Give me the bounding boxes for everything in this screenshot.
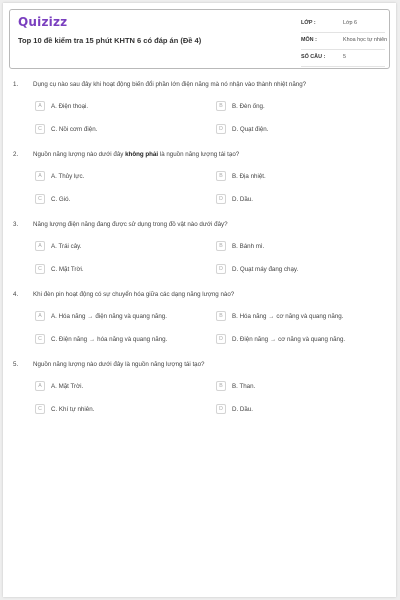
question-text: Khi đèn pin hoạt động có sự chuyển hóa giữa các dạng năng lượng nào? <box>33 291 235 298</box>
question-text-emphasis: không phải <box>125 151 159 158</box>
option-text: A. Thủy lực. <box>51 172 85 180</box>
option-letter-box: D <box>216 124 226 134</box>
option-letter-box: D <box>216 404 226 414</box>
option-text: C. Nồi cơm điện. <box>51 125 98 133</box>
option-letter-box: D <box>216 194 226 204</box>
question-text: Dụng cụ nào sau đây khi hoạt động biến đổi phần lớn điện năng mà nó nhận vào thành nhiệt năng? <box>33 81 307 88</box>
option-letter-box: C <box>35 404 45 414</box>
arrow-right-icon: → <box>87 313 94 320</box>
option-text: C. Khí tự nhiên. <box>51 405 95 413</box>
question-text <box>33 151 239 158</box>
worksheet-page <box>3 3 396 597</box>
meta-row-count <box>301 52 385 67</box>
option-text: C. Mặt Trời. <box>51 265 84 273</box>
option-letter-box: C <box>35 194 45 204</box>
question-1 <box>3 75 396 145</box>
option-from: A. Hóa năng <box>51 312 86 320</box>
option-text: D. Quạt máy đang chạy. <box>232 265 299 273</box>
meta-key: MÔN : <box>301 37 317 43</box>
option-to: hóa năng và quang năng. <box>97 335 168 343</box>
option-to: cơ năng và quang năng. <box>276 312 344 320</box>
option-letter-box: A <box>35 241 45 251</box>
arrow-right-icon: → <box>270 336 277 343</box>
question-number: 1. <box>13 81 19 88</box>
option-from: B. Hóa năng <box>232 312 267 320</box>
worksheet-meta <box>301 18 388 69</box>
meta-row-subject <box>301 35 388 50</box>
option-from: D. Điện năng <box>232 335 269 343</box>
option-to: cơ năng và quang năng. <box>278 335 346 343</box>
question-number: 5. <box>13 361 19 368</box>
option-text: A. Điện thoại. <box>51 102 89 110</box>
option-text: D. Dầu. <box>232 405 253 413</box>
option-letter-box: B <box>216 311 226 321</box>
option-text <box>232 336 345 343</box>
question-text: Nguồn năng lượng nào dưới đây là nguồn năng lượng tái tạo? <box>33 361 205 368</box>
option-text: B. Đèn ống. <box>232 102 265 110</box>
option-text: D. Quạt điện. <box>232 125 269 133</box>
option-letter-box: C <box>35 124 45 134</box>
option-letter-box: B <box>216 381 226 391</box>
option-letter-box: D <box>216 334 226 344</box>
question-text: Năng lượng điện năng đang được sử dụng trong đồ vật nào dưới đây? <box>33 221 228 228</box>
option-text: B. Địa nhiệt. <box>232 172 266 180</box>
option-letter-box: C <box>35 334 45 344</box>
worksheet-header <box>9 9 390 69</box>
option-text: C. Gió. <box>51 195 71 203</box>
option-letter-box: D <box>216 264 226 274</box>
option-text <box>232 313 343 320</box>
question-text-part: Nguồn năng lượng nào dưới đây <box>33 151 126 158</box>
meta-row-class <box>301 18 385 33</box>
question-4 <box>3 285 396 355</box>
question-number: 2. <box>13 151 19 158</box>
option-letter-box: A <box>35 171 45 181</box>
meta-value: Khoa học tự nhiên <box>343 37 388 43</box>
option-text: A. Mặt Trời. <box>51 382 84 390</box>
option-text: B. Bánh mì. <box>232 242 265 250</box>
meta-key: SỐ CÂU : <box>301 54 326 60</box>
option-to: điện năng và quang năng. <box>95 312 167 320</box>
meta-value: Lớp 6 <box>343 20 358 26</box>
question-number: 4. <box>13 291 19 298</box>
option-letter-box: B <box>216 101 226 111</box>
question-5 <box>3 355 396 425</box>
option-letter-box: A <box>35 381 45 391</box>
option-text: A. Trái cây. <box>51 242 82 250</box>
question-2 <box>3 145 396 215</box>
meta-value: 5 <box>343 54 346 60</box>
quizizz-logo: Quizizz <box>18 15 68 29</box>
question-3 <box>3 215 396 285</box>
meta-key: LỚP : <box>301 20 316 26</box>
option-letter-box: A <box>35 101 45 111</box>
question-text-part: là nguồn năng lượng tái tạo? <box>158 151 240 158</box>
option-text <box>51 336 167 343</box>
option-letter-box: B <box>216 171 226 181</box>
arrow-right-icon: → <box>89 336 96 343</box>
option-letter-box: A <box>35 311 45 321</box>
question-number: 3. <box>13 221 19 228</box>
arrow-right-icon: → <box>268 313 275 320</box>
option-from: C. Điện năng <box>51 335 88 343</box>
option-letter-box: C <box>35 264 45 274</box>
worksheet-title: Top 10 đề kiểm tra 15 phút KHTN 6 có đáp án (Đề 4) <box>18 36 202 45</box>
option-text <box>51 313 167 320</box>
option-letter-box: B <box>216 241 226 251</box>
option-text: D. Dầu. <box>232 195 253 203</box>
option-text: B. Than. <box>232 382 256 390</box>
